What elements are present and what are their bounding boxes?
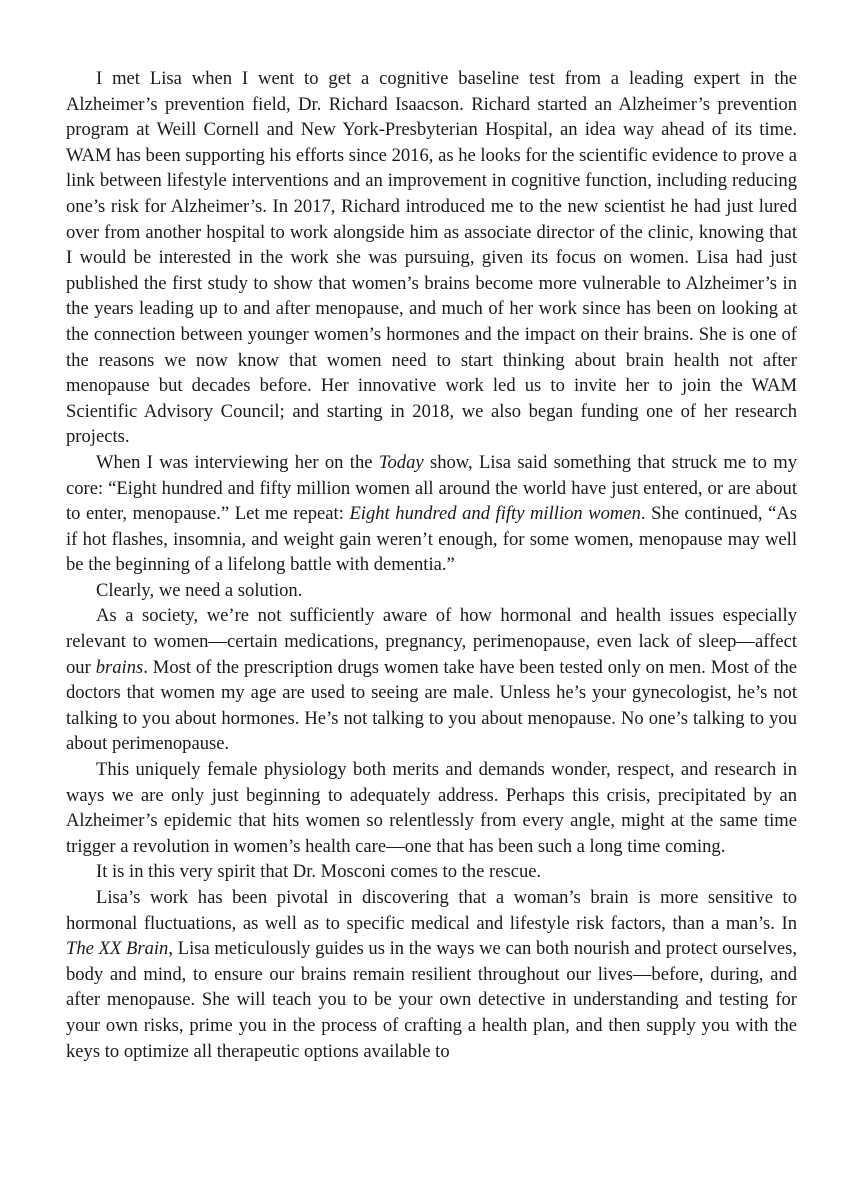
text-run: , Lisa meticulously guides us in the ways we can both nourish and protect ourselves, body and mind, to ensure our brains remain resilient throughout our lives—before, during, and after menopause. She will teach you to be your own detective in understanding and testing for your own risks, prime you in the process of crafting a health plan, and then supply you with the keys to optimize all therapeutic options available to (66, 938, 797, 1062)
paragraph (66, 450, 797, 578)
paragraph (66, 757, 797, 859)
text-run: Lisa’s work has been pivotal in discovering that a woman’s brain is more sensitive to hormonal fluctuations, as well as to specific medical and lifestyle risk factors, than a man’s. In (66, 887, 797, 934)
paragraph (66, 66, 797, 450)
italic-text-run: Today (378, 451, 424, 473)
document-page (66, 66, 797, 1064)
paragraph (66, 603, 797, 757)
italic-text-run: brains (95, 656, 144, 678)
paragraph (66, 859, 797, 885)
text-run: . Most of the prescription drugs women take have been tested only on men. Most of the doctors that women my age are used to seeing are male. Unless he’s your gynecologist, he’s not talking to you about hormones. He’s not talking to you about menopause. No one’s talking to you about perimenopause. (66, 656, 797, 755)
italic-text-run: The XX Brain (66, 938, 169, 960)
text-run: When I was interviewing her on the (96, 451, 379, 473)
text-run: I met Lisa when I went to get a cognitive baseline test from a leading expert in the Alzheimer’s prevention field, Dr. Richard Isaacson. Richard started an Alzheimer’s prevention program at Weill Cornell and New York-Presbyterian Hospital, an idea way ahead of its time. WAM has been supporting his efforts since 2016, as he looks for the scientific evidence to prove a link between lifestyle interventions and an improvement in cognitive function, including reducing one’s risk for Alzheimer’s. In 2017, Richard introduced me to the new scientist he had just lured over from another hospital to work alongside him as associate director of the clinic, knowing that I would be interested in the work she was pursuing, given its focus on women. Lisa had just published the first study to show that women’s brains become more vulnerable to Alzheimer’s in the years leading up to and after menopause, and much of her work since has been on looking at the connection between younger women’s hormones and the impact on their brains. She is one of the reasons we now know that women need to start thinking about brain health not after menopause but decades before. Her innovative work led us to invite her to join the WAM Scientific Advisory Council; and starting in 2018, we also began funding one of her research projects. (66, 68, 797, 448)
text-run: show, Lisa said something that struck me to my core: “Eight hundred and fifty million women all around the world have just entered, or are about to enter, menopause.” Let me repeat: (66, 451, 797, 525)
text-run: As a society, we’re not sufficiently aware of how hormonal and health issues especially relevant to women—certain medications, pregnancy, perimenopause, even lack of sleep—affect our (66, 605, 797, 678)
text-run: . She continued, “As if hot flashes, insomnia, and weight gain weren’t enough, for some women, menopause may well be the beginning of a lifelong battle with dementia.” (66, 503, 797, 576)
italic-text-run: Eight hundred and fifty million women (349, 503, 641, 525)
text-run: Clearly, we need a solution. (96, 579, 303, 601)
text-run: This uniquely female physiology both merits and demands wonder, respect, and research in ways we are only just beginning to adequately address. Perhaps this crisis, precipitated by an Alzheimer’s epidemic that hits women so relentlessly from every angle, might at the same time trigger a revolution in women’s health care—one that has been such a long time coming. (66, 759, 797, 857)
paragraph (66, 885, 797, 1064)
text-run: It is in this very spirit that Dr. Mosconi comes to the rescue. (96, 861, 542, 883)
paragraph (66, 578, 797, 604)
